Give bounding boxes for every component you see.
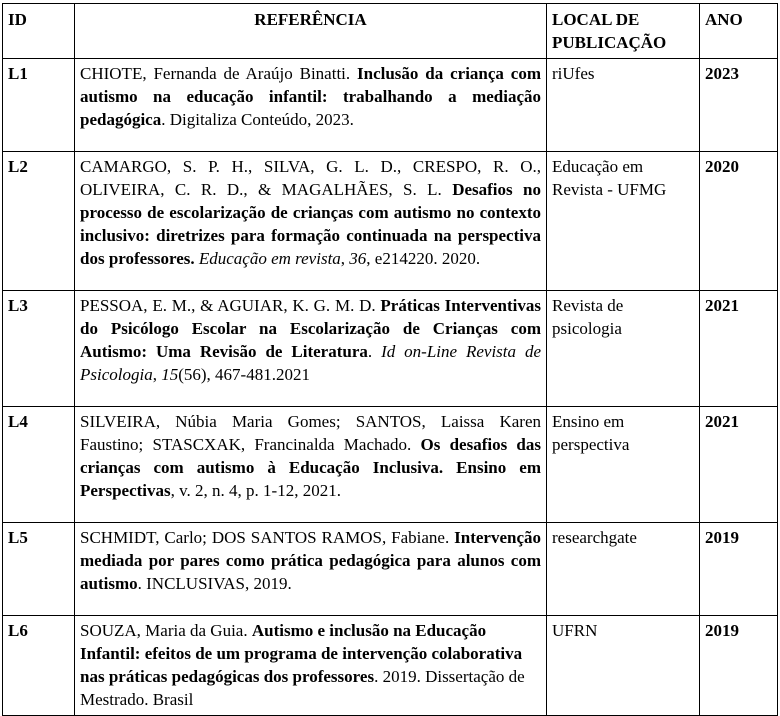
header-id: ID	[3, 4, 75, 59]
row-reference	[75, 152, 547, 291]
row-ano: 2021	[700, 291, 778, 407]
ref-authors: PESSOA, E. M., & AGUIAR, K. G. M. D.	[80, 296, 381, 315]
ref-sep: .	[367, 342, 382, 361]
row-ano: 2020	[700, 152, 778, 291]
ref-details: , e214220. 2020.	[366, 249, 481, 268]
header-row	[3, 4, 778, 59]
ref-volume: 15	[161, 365, 179, 384]
ref-volume: 36	[349, 249, 367, 268]
row-local: Ensino em perspectiva	[547, 407, 700, 523]
ref-title: Inclusão da criança com autismo na educação infantil: trabalhando a mediação pedagógica	[80, 64, 542, 129]
ref-details: NCLUSIVAS, 2019.	[151, 574, 292, 593]
ref-title: Desafios no processo de escolarização de crianças com autismo no contexto inclusivo: diretrizes para formação continuada na perspectiva dos professores.	[80, 180, 541, 268]
references-table	[2, 3, 778, 716]
ref-authors: SILVEIRA, Núbia Maria Gomes; SANTOS, Laissa Karen Faustino; STASCXAK, Francinalda Machado.	[80, 412, 541, 454]
row-reference	[75, 291, 547, 407]
ref-details: (56), 467-481.2021	[178, 365, 310, 384]
header-ano: ANO	[700, 4, 778, 59]
ref-details: . Digitaliza Conteúdo, 2023.	[161, 110, 354, 129]
row-ano: 2019	[700, 616, 778, 716]
row-ano: 2023	[700, 59, 778, 152]
row-reference	[75, 523, 547, 616]
table-row	[3, 59, 778, 152]
ref-authors: CAMARGO, S. P. H., SILVA, G. L. D., CRESPO, R. O., OLIVEIRA, C. R. D., & MAGALHÃES, S. L.	[80, 157, 541, 199]
row-ano: 2019	[700, 523, 778, 616]
ref-journal: Id on-Line Revista de Psicologia	[80, 342, 541, 384]
row-id: L1	[3, 59, 75, 152]
ref-title: Autismo e inclusão na Educação Infantil: efeitos de um programa de intervenção colaborativa nas práticas pedagógicas dos professores	[80, 621, 523, 686]
row-local: UFRN	[547, 616, 700, 716]
row-id: L5	[3, 523, 75, 616]
row-id: L2	[3, 152, 75, 291]
ref-details: . 2019. Dissertação de Mestrado. Brasil	[80, 667, 525, 709]
table-row	[3, 523, 778, 616]
row-reference	[75, 407, 547, 523]
ref-title: Os desafios das crianças com autismo à Educação Inclusiva. Ensino em Perspectivas	[80, 435, 541, 500]
row-local: researchgate	[547, 523, 700, 616]
row-ano: 2021	[700, 407, 778, 523]
ref-sep: . I	[137, 574, 152, 593]
header-local: LOCAL DE PUBLICAÇÃO	[547, 4, 700, 59]
row-id: L3	[3, 291, 75, 407]
ref-sep: ,	[340, 249, 350, 268]
ref-sep2: ,	[152, 365, 162, 384]
row-id: L6	[3, 616, 75, 716]
row-local: Educação em Revista - UFMG	[547, 152, 700, 291]
row-reference	[75, 616, 547, 716]
row-local: riUfes	[547, 59, 700, 152]
table-row	[3, 152, 778, 291]
row-id: L4	[3, 407, 75, 523]
row-local: Revista de psicologia	[547, 291, 700, 407]
table-row	[3, 291, 778, 407]
ref-authors: SCHMIDT, Carlo; DOS SANTOS RAMOS, Fabiane.	[80, 528, 455, 547]
ref-authors: SOUZA, Maria da Guia.	[80, 621, 252, 640]
ref-authors: CHIOTE, Fernanda de Araújo Binatti.	[80, 64, 358, 83]
ref-title: Práticas Interventivas do Psicólogo Escolar na Escolarização de Crianças com Autismo: Uma Revisão de Literatura	[80, 296, 541, 361]
table-row	[3, 616, 778, 716]
ref-details: , v. 2, n. 4, p. 1-12, 2021.	[170, 481, 341, 500]
ref-title: Intervenção mediada por pares como prática pedagógica para alunos com autismo	[80, 528, 541, 593]
header-referencia: REFERÊNCIA	[75, 4, 547, 59]
row-reference	[75, 59, 547, 152]
ref-journal: Educação em revista	[194, 249, 341, 268]
table-row	[3, 407, 778, 523]
